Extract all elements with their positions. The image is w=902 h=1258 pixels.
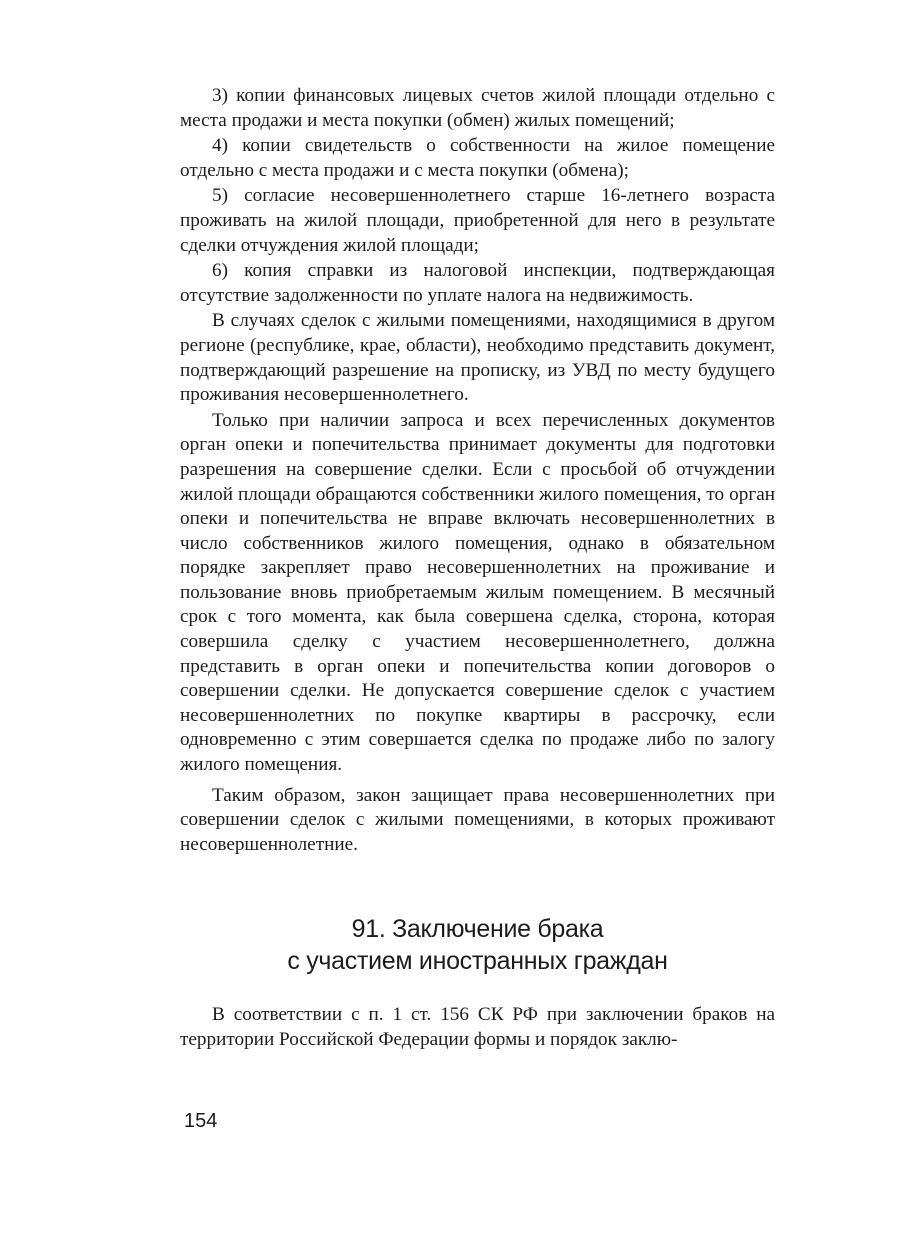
paragraph-tax-certificate: 6) копия справки из налоговой инспекции, подтверждающая отсутствие задолженности по уплате налога на недвижимость.	[180, 260, 775, 306]
page-body	[180, 84, 775, 1054]
section-heading-line-2: с участием иностранных граждан	[287, 947, 668, 976]
paragraph-conclusion: Таким образом, закон защищает права несовершеннолетних при совершении сделок с жилыми помещениями, в которых проживают несовершеннолетние.	[180, 784, 775, 855]
paragraph-other-region: В случаях сделок с жилыми помещениями, находящимися в другом регионе (республике, крае, области), необходимо представить документ, подтверждающий разрешение на прописку, из УВД по месту будущего проживания несовершеннолетнего.	[180, 310, 775, 406]
paragraph-financial-accounts: 3) копии финансовых лицевых счетов жилой площади отдельно с места продажи и места покупки (обмен) жилых помещений;	[180, 85, 775, 131]
paragraph-section-intro: В соответствии с п. 1 ст. 156 СК РФ при заключении браков на территории Российской Федерации формы и порядок заклю-	[180, 1004, 775, 1050]
page-number: 154	[184, 1110, 218, 1132]
paragraph-guardianship-procedure: Только при наличии запроса и всех перечисленных документов орган опеки и попечительства принимает документы для подготовки разрешения на совершение сделки. Если с просьбой об отчуждении жилой площади обращаются собственники жилого помещения, то орган опеки и попечительства не вправе включать несовершеннолетних в число собственников жилого помещения, однако в обязательном порядке закрепляет право несовершеннолетних на проживание и пользование вновь приобретаемым жилым помещением. В месячный срок с того момента, как была совершена сделка, сторона, которая совершила сделку с участием несовершеннолетнего, должна представить в орган опеки и попечительства копии договоров о совершении сделки. Не допускается совершение сделок с участием несовершеннолетних по покупке квартиры в рассрочку, если одновременно с этим совершается сделка по продаже либо по залогу жилого помещения.	[180, 409, 775, 776]
section-heading-line-1: 91. Заключение брака	[351, 915, 604, 944]
section-heading	[180, 913, 775, 977]
paragraph-ownership-certificates: 4) копии свидетельств о собственности на жилое помещение отдельно с места продажи и с места покупки (обмена);	[180, 135, 775, 181]
paragraph-minor-consent: 5) согласие несовершеннолетнего старше 16-летнего возраста проживать на жилой площади, приобретенной для него в результате сделки отчуждения жилой площади;	[180, 185, 775, 256]
